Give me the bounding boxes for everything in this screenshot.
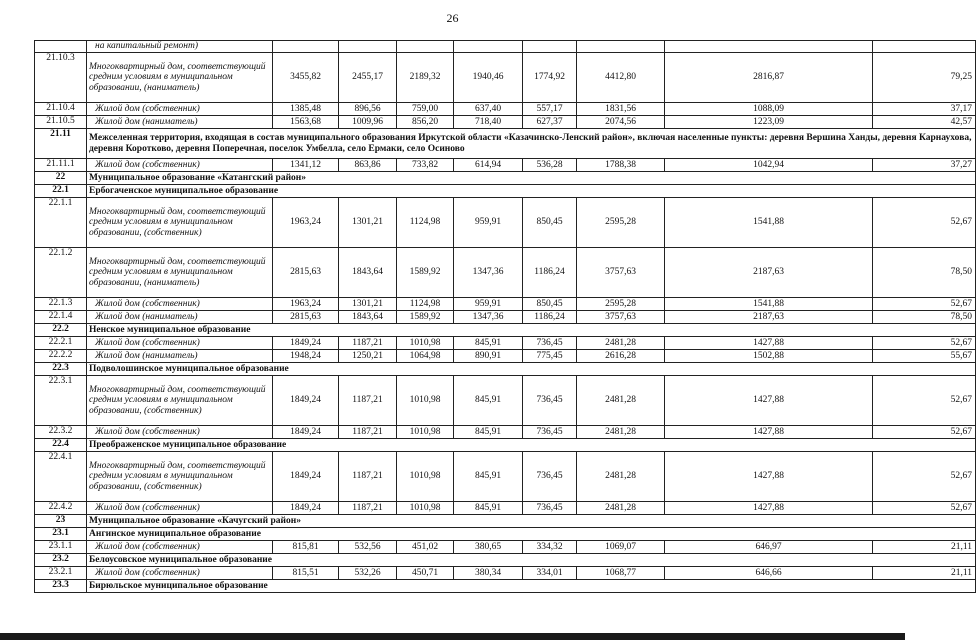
row-code: 22.1.4: [35, 311, 87, 324]
row-code: 22.4.2: [35, 502, 87, 515]
value-cell: 845,91: [454, 452, 523, 502]
table-row: [35, 248, 976, 298]
table-row: [35, 198, 976, 248]
value-cell: 1541,88: [665, 298, 873, 311]
value-cell: 1187,21: [339, 452, 397, 502]
value-cell: 759,00: [397, 103, 454, 116]
table-row: [35, 53, 976, 103]
section-row: [35, 515, 976, 528]
value-cell: 451,02: [397, 541, 454, 554]
value-cell: 1541,88: [665, 198, 873, 248]
value-cell: 2455,17: [339, 53, 397, 103]
row-description: Жилой дом (собственник): [87, 103, 273, 116]
value-cell: 614,94: [454, 159, 523, 172]
row-code: 23: [35, 515, 87, 528]
value-cell: 637,40: [454, 103, 523, 116]
value-cell: 52,67: [873, 298, 976, 311]
value-cell: 736,45: [523, 452, 577, 502]
value-cell: 52,67: [873, 452, 976, 502]
row-description: Жилой дом (наниматель): [87, 311, 273, 324]
row-code: 22.1: [35, 185, 87, 198]
value-cell: 1849,24: [273, 502, 339, 515]
value-cell: 1849,24: [273, 337, 339, 350]
value-cell: 1427,88: [665, 376, 873, 426]
value-cell: 1088,09: [665, 103, 873, 116]
value-cell: 1186,24: [523, 248, 577, 298]
value-cell: 1223,09: [665, 116, 873, 129]
value-cell: 1186,24: [523, 311, 577, 324]
table-row: [35, 567, 976, 580]
value-cell: [873, 41, 976, 53]
value-cell: 37,27: [873, 159, 976, 172]
value-cell: 2616,28: [577, 350, 665, 363]
value-cell: 2074,56: [577, 116, 665, 129]
value-cell: 55,67: [873, 350, 976, 363]
value-cell: 1849,24: [273, 426, 339, 439]
row-description: Жилой дом (наниматель): [87, 350, 273, 363]
value-cell: 1042,94: [665, 159, 873, 172]
section-row: [35, 363, 976, 376]
value-cell: 52,67: [873, 198, 976, 248]
row-code: 22.3: [35, 363, 87, 376]
value-cell: 334,32: [523, 541, 577, 554]
value-cell: 1301,21: [339, 198, 397, 248]
value-cell: 78,50: [873, 248, 976, 298]
value-cell: 959,91: [454, 298, 523, 311]
value-cell: 646,97: [665, 541, 873, 554]
value-cell: 1427,88: [665, 452, 873, 502]
row-description: Многоквартирный дом, соответствующий средним условиям в муниципальном образовании, (собственник): [87, 452, 273, 502]
table-row: [35, 159, 976, 172]
table-row: [35, 452, 976, 502]
value-cell: 4412,80: [577, 53, 665, 103]
value-cell: 646,66: [665, 567, 873, 580]
row-code: 21.11.1: [35, 159, 87, 172]
row-code: 22.1.1: [35, 198, 87, 248]
value-cell: 1427,88: [665, 337, 873, 350]
value-cell: 52,67: [873, 502, 976, 515]
row-description: Многоквартирный дом, соответствующий средним условиям в муниципальном образовании, (собственник): [87, 376, 273, 426]
value-cell: 42,57: [873, 116, 976, 129]
value-cell: 1831,56: [577, 103, 665, 116]
value-cell: 334,01: [523, 567, 577, 580]
value-cell: [397, 41, 454, 53]
value-cell: 2816,87: [665, 53, 873, 103]
section-title: Ненское муниципальное образование: [87, 324, 976, 337]
value-cell: 1010,98: [397, 337, 454, 350]
value-cell: 2187,63: [665, 248, 873, 298]
row-code: 23.2: [35, 554, 87, 567]
value-cell: [577, 41, 665, 53]
value-cell: 1589,92: [397, 311, 454, 324]
scan-bottom-edge: [0, 633, 905, 640]
value-cell: 52,67: [873, 337, 976, 350]
value-cell: 37,17: [873, 103, 976, 116]
value-cell: 1963,24: [273, 198, 339, 248]
value-cell: 2481,28: [577, 337, 665, 350]
row-code: 22.3.2: [35, 426, 87, 439]
value-cell: 1774,92: [523, 53, 577, 103]
value-cell: [665, 41, 873, 53]
section-row: [35, 439, 976, 452]
section-title: Подволошинское муниципальное образование: [87, 363, 976, 376]
value-cell: 850,45: [523, 198, 577, 248]
row-code: [35, 41, 87, 53]
section-row: [35, 580, 976, 593]
row-code: 21.10.5: [35, 116, 87, 129]
row-code: 23.1: [35, 528, 87, 541]
value-cell: 1427,88: [665, 502, 873, 515]
value-cell: 1187,21: [339, 376, 397, 426]
value-cell: 896,56: [339, 103, 397, 116]
value-cell: 2481,28: [577, 452, 665, 502]
row-description: Жилой дом (собственник): [87, 298, 273, 311]
value-cell: 1187,21: [339, 502, 397, 515]
value-cell: 845,91: [454, 337, 523, 350]
table-body: [35, 41, 976, 593]
value-cell: 1301,21: [339, 298, 397, 311]
value-cell: 1788,38: [577, 159, 665, 172]
section-title: Бирюльское муниципальное образование: [87, 580, 976, 593]
table-row: [35, 116, 976, 129]
value-cell: 1385,48: [273, 103, 339, 116]
row-code: 22.1.3: [35, 298, 87, 311]
value-cell: 2595,28: [577, 298, 665, 311]
value-cell: 1010,98: [397, 376, 454, 426]
value-cell: 1563,68: [273, 116, 339, 129]
value-cell: 1347,36: [454, 311, 523, 324]
value-cell: 450,71: [397, 567, 454, 580]
row-code: 21.11: [35, 129, 87, 159]
value-cell: 845,91: [454, 376, 523, 426]
section-title: Ербогаченское муниципальное образование: [87, 185, 976, 198]
value-cell: 736,45: [523, 502, 577, 515]
row-code: 22.1.2: [35, 248, 87, 298]
table-row: [35, 350, 976, 363]
value-cell: [454, 41, 523, 53]
value-cell: 557,17: [523, 103, 577, 116]
value-cell: 1009,96: [339, 116, 397, 129]
value-cell: 1502,88: [665, 350, 873, 363]
value-cell: 3757,63: [577, 311, 665, 324]
section-title: Преображенское муниципальное образование: [87, 439, 976, 452]
value-cell: 736,45: [523, 337, 577, 350]
value-cell: 736,45: [523, 376, 577, 426]
tariff-table: [34, 40, 976, 593]
section-title: Ангинское муниципальное образование: [87, 528, 976, 541]
value-cell: [523, 41, 577, 53]
value-cell: 1068,77: [577, 567, 665, 580]
row-code: 23.3: [35, 580, 87, 593]
value-cell: [339, 41, 397, 53]
row-description: Жилой дом (собственник): [87, 426, 273, 439]
value-cell: 1187,21: [339, 426, 397, 439]
value-cell: 850,45: [523, 298, 577, 311]
value-cell: 2815,63: [273, 311, 339, 324]
value-cell: 775,45: [523, 350, 577, 363]
row-description: Жилой дом (собственник): [87, 502, 273, 515]
row-code: 21.10.4: [35, 103, 87, 116]
value-cell: 3455,82: [273, 53, 339, 103]
value-cell: 2481,28: [577, 376, 665, 426]
value-cell: 1427,88: [665, 426, 873, 439]
value-cell: 1940,46: [454, 53, 523, 103]
value-cell: 1948,24: [273, 350, 339, 363]
value-cell: 1843,64: [339, 248, 397, 298]
section-row: [35, 185, 976, 198]
value-cell: 1341,12: [273, 159, 339, 172]
table-row: [35, 337, 976, 350]
value-cell: 2189,32: [397, 53, 454, 103]
value-cell: 815,51: [273, 567, 339, 580]
value-cell: 21,11: [873, 567, 976, 580]
row-code: 23.2.1: [35, 567, 87, 580]
row-code: 22.3.1: [35, 376, 87, 426]
section-title: Межселенная территория, входящая в состав муниципального образования Иркутской области «Казачинско-Ленский район», включая населенные пункты: деревня Вершина Ханды, деревня Карнаухова, деревня Коротково, деревня Поперечная, поселок Умбелла, село Ермаки, село Осиново: [87, 129, 976, 159]
value-cell: 380,34: [454, 567, 523, 580]
row-code: 22.2.2: [35, 350, 87, 363]
value-cell: 532,56: [339, 541, 397, 554]
value-cell: 79,25: [873, 53, 976, 103]
value-cell: 21,11: [873, 541, 976, 554]
section-title: Муниципальное образование «Катангский район»: [87, 172, 976, 185]
row-code: 21.10.3: [35, 53, 87, 103]
table-row: [35, 376, 976, 426]
table-row: [35, 41, 976, 53]
value-cell: 733,82: [397, 159, 454, 172]
value-cell: 2815,63: [273, 248, 339, 298]
value-cell: [273, 41, 339, 53]
value-cell: 1010,98: [397, 426, 454, 439]
value-cell: 718,40: [454, 116, 523, 129]
value-cell: 1187,21: [339, 337, 397, 350]
value-cell: 1064,98: [397, 350, 454, 363]
row-description: Жилой дом (собственник): [87, 567, 273, 580]
row-description: Жилой дом (собственник): [87, 337, 273, 350]
value-cell: 1849,24: [273, 452, 339, 502]
row-description: Жилой дом (собственник): [87, 541, 273, 554]
row-description: Жилой дом (наниматель): [87, 116, 273, 129]
value-cell: 1347,36: [454, 248, 523, 298]
value-cell: 536,28: [523, 159, 577, 172]
row-description: Многоквартирный дом, соответствующий средним условиям в муниципальном образовании, (наниматель): [87, 53, 273, 103]
value-cell: 815,81: [273, 541, 339, 554]
row-code: 22: [35, 172, 87, 185]
value-cell: 1849,24: [273, 376, 339, 426]
value-cell: 3757,63: [577, 248, 665, 298]
value-cell: 845,91: [454, 502, 523, 515]
section-row: [35, 528, 976, 541]
table-row: [35, 311, 976, 324]
value-cell: 2595,28: [577, 198, 665, 248]
value-cell: 1963,24: [273, 298, 339, 311]
row-code: 22.2.1: [35, 337, 87, 350]
value-cell: 2481,28: [577, 426, 665, 439]
section-row: [35, 172, 976, 185]
value-cell: 2481,28: [577, 502, 665, 515]
row-code: 23.1.1: [35, 541, 87, 554]
value-cell: 1010,98: [397, 502, 454, 515]
row-code: 22.4: [35, 439, 87, 452]
value-cell: 1124,98: [397, 298, 454, 311]
value-cell: 78,50: [873, 311, 976, 324]
value-cell: 1069,07: [577, 541, 665, 554]
value-cell: 1010,98: [397, 452, 454, 502]
row-description: Жилой дом (собственник): [87, 159, 273, 172]
section-row: [35, 324, 976, 337]
value-cell: 736,45: [523, 426, 577, 439]
table-row: [35, 103, 976, 116]
value-cell: 1589,92: [397, 248, 454, 298]
value-cell: 1124,98: [397, 198, 454, 248]
row-code: 22.4.1: [35, 452, 87, 502]
section-row: [35, 129, 976, 159]
value-cell: 380,65: [454, 541, 523, 554]
value-cell: 856,20: [397, 116, 454, 129]
section-title: Белоусовское муниципальное образование: [87, 554, 976, 567]
table-row: [35, 426, 976, 439]
value-cell: 1250,21: [339, 350, 397, 363]
section-row: [35, 554, 976, 567]
value-cell: 863,86: [339, 159, 397, 172]
row-description: Многоквартирный дом, соответствующий средним условиям в муниципальном образовании, (наниматель): [87, 248, 273, 298]
row-description: на капитальный ремонт): [87, 41, 273, 53]
value-cell: 890,91: [454, 350, 523, 363]
value-cell: 959,91: [454, 198, 523, 248]
page-number: 26: [446, 11, 459, 25]
value-cell: 52,67: [873, 376, 976, 426]
value-cell: 52,67: [873, 426, 976, 439]
value-cell: 627,37: [523, 116, 577, 129]
value-cell: 845,91: [454, 426, 523, 439]
table-row: [35, 502, 976, 515]
table-row: [35, 541, 976, 554]
value-cell: 2187,63: [665, 311, 873, 324]
value-cell: 532,26: [339, 567, 397, 580]
table-row: [35, 298, 976, 311]
row-code: 22.2: [35, 324, 87, 337]
value-cell: 1843,64: [339, 311, 397, 324]
section-title: Муниципальное образование «Качугский район»: [87, 515, 976, 528]
row-description: Многоквартирный дом, соответствующий средним условиям в муниципальном образовании, (собственник): [87, 198, 273, 248]
